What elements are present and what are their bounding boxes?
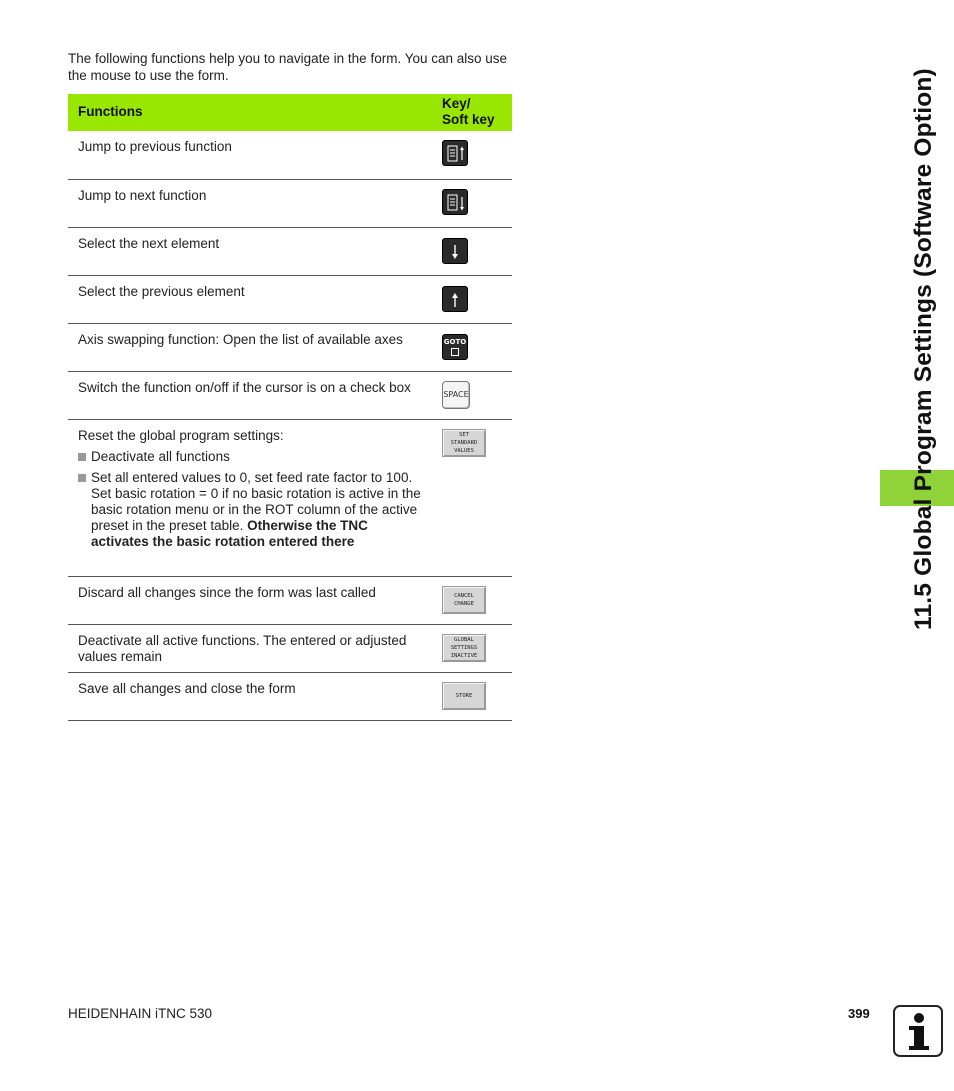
row-description: Save all changes and close the form bbox=[78, 681, 296, 696]
softkey-cancel-change[interactable]: CANCEL CHANGE bbox=[442, 586, 486, 614]
info-icon bbox=[893, 1005, 943, 1057]
row-description: Jump to previous function bbox=[78, 139, 232, 154]
row-description: Jump to next function bbox=[78, 188, 207, 203]
header-key-line2: Soft key bbox=[442, 112, 495, 127]
row-description: Select the next element bbox=[78, 236, 220, 251]
table-row bbox=[68, 276, 512, 324]
table-row bbox=[68, 577, 512, 625]
bullet-square-icon bbox=[78, 453, 86, 461]
bullet-item: Deactivate all functions bbox=[78, 449, 428, 465]
table-row bbox=[68, 324, 512, 372]
arrow-down-key-icon bbox=[442, 238, 468, 264]
softkey-set-standard-values[interactable]: SET STANDARD VALUES bbox=[442, 429, 486, 457]
bullet-bold-note: Otherwise the TNC activates the basic rotation entered there bbox=[91, 518, 368, 549]
table-row bbox=[68, 673, 512, 721]
row-description: Select the previous element bbox=[78, 284, 245, 299]
arrow-up-key-icon bbox=[442, 286, 468, 312]
row-description-intro: Reset the global program settings: bbox=[78, 428, 284, 443]
functions-table bbox=[68, 94, 512, 721]
space-key-label: SPACE bbox=[443, 390, 469, 399]
row-description: Switch the function on/off if the cursor is on a check box bbox=[78, 380, 411, 395]
bullet-square-icon bbox=[78, 474, 86, 482]
table-row bbox=[68, 228, 512, 276]
page-down-key-icon bbox=[442, 189, 468, 215]
bullet-item: Set all entered values to 0, set feed rate factor to 100. Set basic rotation = 0 if no basic rotation is active in the basic rotation menu or in the ROT column of the active preset in the preset table. Otherwise the TNC activates the basic rotation entered there bbox=[78, 470, 428, 550]
softkey-global-settings-inactive[interactable]: GLOBAL SETTINGS INACTIVE bbox=[442, 634, 486, 662]
footer-product: HEIDENHAIN iTNC 530 bbox=[68, 1006, 213, 1021]
table-row bbox=[68, 180, 512, 228]
header-key-line1: Key/ bbox=[442, 96, 471, 111]
table-row bbox=[68, 372, 512, 420]
space-key-icon bbox=[442, 381, 470, 409]
row-description: Discard all changes since the form was last called bbox=[78, 585, 376, 600]
chapter-title: 11.5 Global Program Settings (Software Option) bbox=[910, 68, 937, 630]
page-up-key-icon bbox=[442, 140, 468, 166]
table-row bbox=[68, 625, 512, 673]
header-functions: Functions bbox=[78, 104, 143, 119]
table-header bbox=[68, 94, 512, 131]
intro-paragraph: The following functions help you to navigate in the form. You can also use the mouse to use the form. bbox=[68, 51, 508, 83]
goto-key-icon bbox=[442, 334, 468, 360]
row-description bbox=[78, 428, 428, 550]
softkey-store[interactable]: STORE bbox=[442, 682, 486, 710]
header-key bbox=[442, 96, 512, 128]
goto-key-label: GOTO bbox=[443, 338, 467, 346]
table-row bbox=[68, 420, 512, 577]
row-description: Axis swapping function: Open the list of available axes bbox=[78, 332, 403, 347]
table-row bbox=[68, 131, 512, 180]
row-description: Deactivate all active functions. The entered or adjusted values remain bbox=[78, 633, 407, 664]
page-number: 399 bbox=[848, 1006, 870, 1021]
